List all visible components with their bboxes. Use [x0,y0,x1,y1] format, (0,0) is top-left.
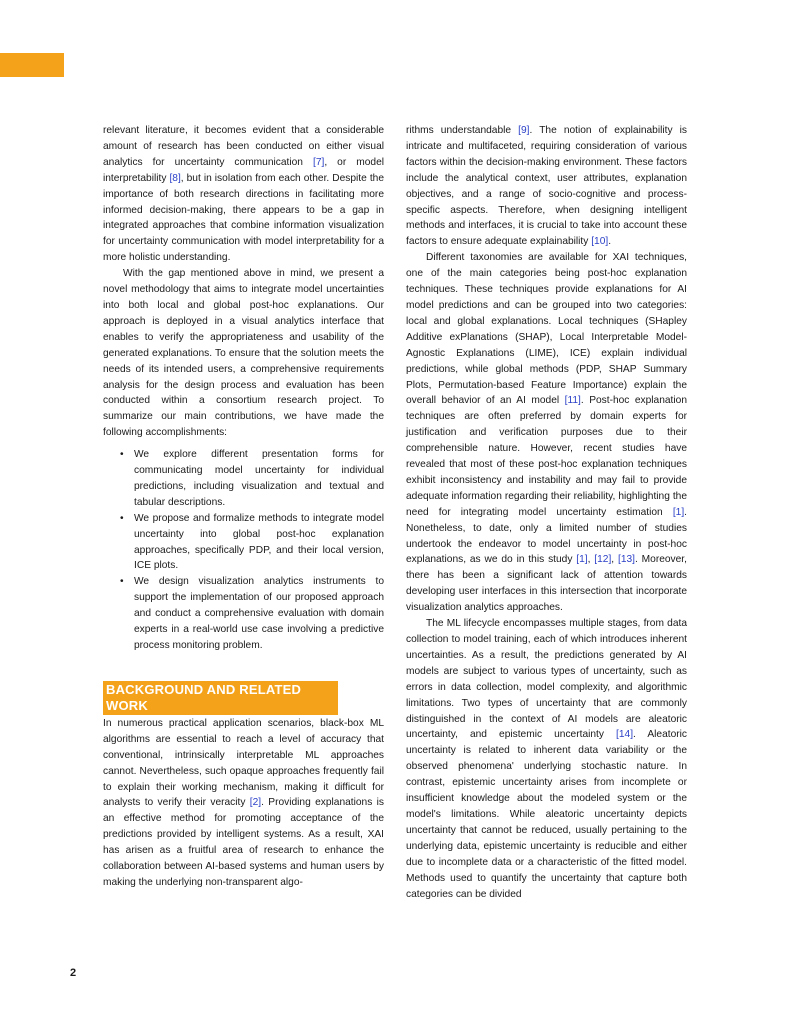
citation-link[interactable]: [8] [169,172,181,184]
list-item: • We propose and formalize methods to integrate model uncertainty into global post-hoc explanation approaches, specifically PDP, and their local version, ICE plots. [134,511,384,575]
section-heading: BACKGROUND AND RELATED WORK [103,681,338,715]
paragraph: With the gap mentioned above in mind, we present a novel methodology that aims to integrate model uncertainties into both local and global post-hoc explanations. Our approach is deployed in a visual analytics interface that enables to verify the appropriateness and usability of the generated explanations. To ensure that the solution meets the needs of its intended users, a comprehensive requirements analysis for the design process and evaluation has been conducted within a consortium research project. To summarize our main contributions, we have made the following accomplishments: [103,268,384,439]
paragraph: In numerous practical application scenarios, black-box ML algorithms are essential to reach a level of accuracy that conventional, intrinsically interpretable ML approaches cannot. Nevertheless, such opaque approaches frequently fail to explain their working mechanism, making it difficult for analysts to verify their veracity [2]. Providing explanations is an effective method for promoting acceptance of the predictions provided by intelligent systems. As a result, XAI has arisen as a fruitful area of research to enhance the collaboration between AI-based systems and human users by making the underlying non-transparent algo- [103,717,384,888]
paragraph: relevant literature, it becomes evident that a considerable amount of research has been conducted on either visual analytics for uncertainty communication [7], or model interpretability [8], but in isolation from each other. Despite the importance of both research directions in facilitating more informed decision-making, there appears to be a gap in integrated approaches that combine information visualization for uncertainty communication with model interpretability for a more holistic understanding. [103,125,384,264]
list-item: • We design visualization analytics instruments to support the implementation of our proposed approach and conduct a comprehensive evaluation with domain experts in a real-world use case involving a predictive process monitoring problem. [134,574,384,654]
citation-link[interactable]: [11] [564,395,581,407]
right-column [406,123,687,902]
paragraph: The ML lifecycle encompasses multiple stages, from data collection to model training, each of which introduces inherent uncertainties. As a result, the predictions generated by AI models are subject to various types of uncertainty, such as errors in data collection, model complexity, and algorithmic limitations. Two types of uncertainty that are commonly distinguished in the context of AI models are aleatoric uncertainty, and epistemic uncertainty [14]. Aleatoric uncertainty is related to inherent data variability or the observed phenomena' underlying stochastic nature. In contrast, epistemic uncertainty arises from incomplete or insufficient knowledge about the modeled system or the model's limitations. While aleatoric uncertainty depicts uncertainty that cannot be reduced, usually pertaining to the underlying data, epistemic uncertainty is reducible and either due to incomplete data or a characteristic of the fitted model. Methods used to quantify the uncertainty that capture both categories can be divided [406,618,687,900]
left-column [103,123,384,891]
contributions-list [103,447,384,654]
citation-link[interactable]: [1] [576,554,588,566]
citation-link[interactable]: [2] [249,797,262,809]
citation-link[interactable]: [7] [312,156,325,168]
citation-link[interactable]: [1] [672,506,685,518]
citation-link[interactable]: [9] [518,125,530,136]
section-color-tab [0,53,64,77]
citation-link[interactable]: [14] [616,729,634,741]
paragraph: rithms understandable [9]. The notion of explainability is intricate and multifaceted, requiring consideration of various factors within the decision-making environment. These factors include the analytical context, user attributes, explanation objectives, and a range of socio-cognitive and process-specific aspects. Therefore, when designing intelligent methods and interfaces, it is crucial to take into account these factors to ensure adequate explainability [10]. [406,125,688,248]
citation-link[interactable]: [12] [594,554,612,566]
citation-link[interactable]: [13] [617,554,635,566]
list-item: • We explore different presentation forms for communicating model uncertainty for individual predictions, including visualization and textual and tabular descriptions. [134,447,384,511]
citation-link[interactable]: [10] [591,236,609,248]
paragraph: Different taxonomies are available for XAI techniques, one of the main categories being post-hoc explanation techniques. These techniques provide explanations for AI model predictions and can be grouped into two categories: local and global explanations. Local techniques (SHapley Additive exPlanations (SHAP), Local Interpretable Model-Agnostic Explanations (LIME), ICE) explain individual predictions, while global methods (PDP, SHAP Summary Plots, Permutation-based Feature Importance) explain the overall behavior of an AI model [11]. Post-hoc explanation techniques are often preferred by domain experts for justification and verification purposes due to their comprehensible nature. However, recent studies have revealed that most of these post-hoc explanation techniques exhibit inconsistency and instability and may fail to provide adequate information regarding their reliability, highlighting the need for integrating model uncertainty estimation [1]. Nonetheless, to date, only a limited number of studies undertook the endeavor to model uncertainty in post-hoc explanations, as we do in this study [1], [12], [13]. Moreover, there has been a significant lack of attention towards developing user interfaces in this intersection that incorporate visualization analytics approaches. [406,252,687,614]
page-number: 2 [70,967,77,979]
